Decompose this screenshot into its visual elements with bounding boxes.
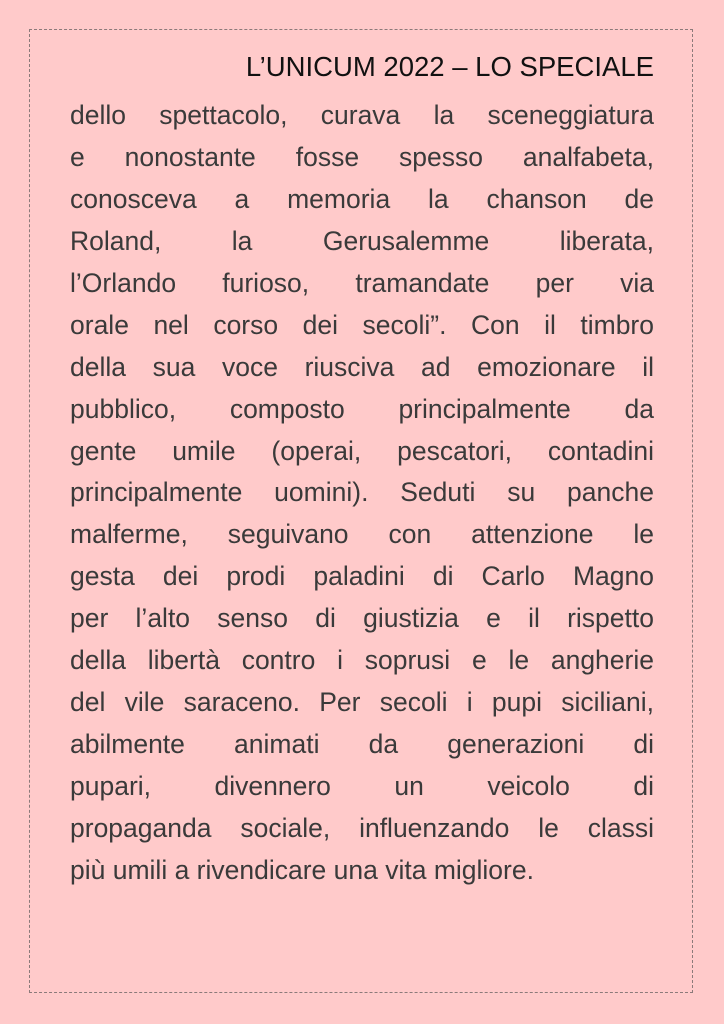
text-line: dello spettacolo, curava la sceneggiatura [70, 100, 654, 130]
text-line: gente umile (operai, pescatori, contadini [70, 435, 654, 466]
text-line: principalmente uomini). Seduti su panche [70, 477, 654, 508]
article-body [70, 95, 654, 892]
text-line: pubblico, composto principalmente da [70, 393, 654, 424]
text-line: più umili a rivendicare una vita migliore. [70, 854, 534, 885]
text-line: propaganda sociale, influenzando le classi [70, 812, 654, 843]
page-header: L’UNICUM 2022 – LO SPECIALE [245, 51, 654, 82]
text-line: della libertà contro i soprusi e le angherie [70, 645, 654, 676]
text-line: abilmente animati da generazioni di [70, 729, 654, 760]
text-line: l’Orlando furioso, tramandate per via [70, 267, 654, 298]
text-line: Roland, la Gerusalemme liberata, [70, 225, 654, 256]
text-line: conosceva a memoria la chanson de [70, 183, 654, 214]
text-line: malferme, seguivano con attenzione le [70, 519, 654, 550]
text-line: pupari, divennero un veicolo di [70, 771, 654, 801]
text-line: gesta dei prodi paladini di Carlo Magno [70, 561, 654, 592]
text-line: e nonostante fosse spesso analfabeta, [70, 141, 654, 172]
text-line: per l’alto senso di giustizia e il rispetto [70, 603, 654, 634]
text-line: orale nel corso dei secoli”. Con il timbro [70, 309, 654, 340]
text-line: della sua voce riusciva ad emozionare il [70, 351, 654, 382]
text-line: del vile saraceno. Per secoli i pupi siciliani, [70, 687, 654, 718]
